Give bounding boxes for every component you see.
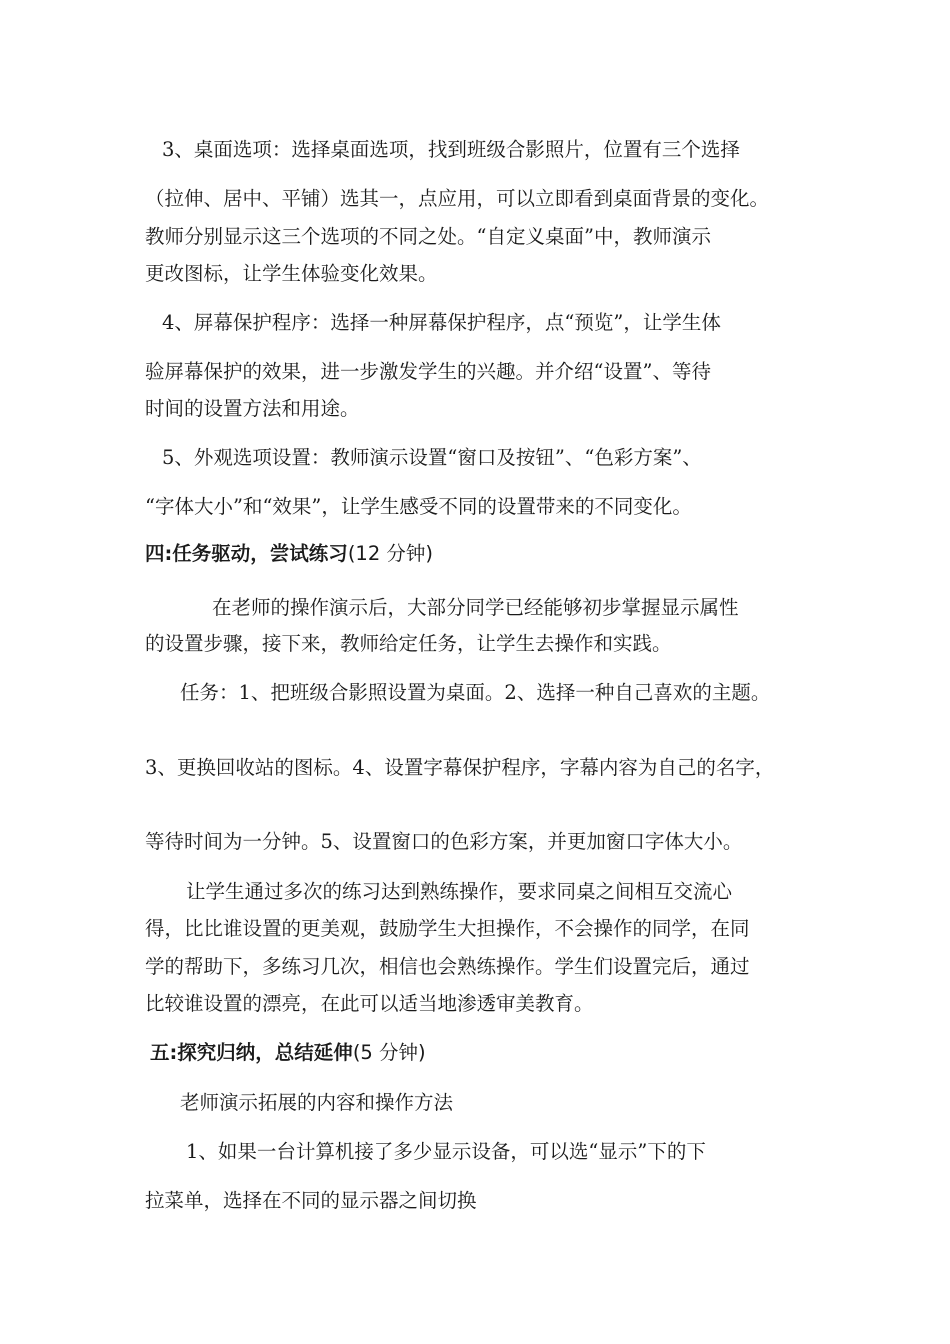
- paragraph-line: 老师演示拓展的内容和操作方法: [180, 1091, 454, 1114]
- paragraph-line: （拉伸、居中、平铺）选其一，点应用，可以立即看到桌面背景的变化。: [145, 187, 770, 210]
- paragraph-line: 的设置步骤，接下来，教师给定任务，让学生去操作和实践。: [145, 632, 672, 655]
- section-heading-duration: (12 分钟): [347, 542, 434, 565]
- paragraph-line: 5、外观选项设置：教师演示设置“窗口及按钮”、“色彩方案”、: [162, 446, 702, 469]
- paragraph-line: 教师分别显示这三个选项的不同之处。“自定义桌面”中，教师演示: [145, 225, 711, 248]
- paragraph-line: 4、屏幕保护程序：选择一种屏幕保护程序，点“预览”，让学生体: [162, 311, 721, 334]
- paragraph-line: 任务：1、把班级合影照设置为桌面。2、选择一种自己喜欢的主题。: [180, 681, 771, 704]
- section-heading-title: 五:探究归纳，总结延伸: [150, 1041, 353, 1064]
- paragraph-line: 更改图标，让学生体验变化效果。: [145, 262, 438, 285]
- paragraph-line: “字体大小”和“效果”，让学生感受不同的设置带来的不同变化。: [145, 495, 692, 518]
- paragraph-line: 验屏幕保护的效果，进一步激发学生的兴趣。并介绍“设置”、等待: [145, 360, 711, 383]
- paragraph-line: 3、更换回收站的图标。4、设置字幕保护程序，字幕内容为自己的名字，: [145, 756, 775, 779]
- paragraph-line: 等待时间为一分钟。5、设置窗口的色彩方案，并更加窗口字体大小。: [145, 830, 743, 853]
- section-heading: [145, 542, 950, 565]
- paragraph-line: 在老师的操作演示后，大部分同学已经能够初步掌握显示属性: [212, 596, 739, 619]
- paragraph-line: 让学生通过多次的练习达到熟练操作，要求同桌之间相互交流心: [186, 880, 733, 903]
- paragraph-line: 比较谁设置的漂亮，在此可以适当地渗透审美教育。: [145, 992, 594, 1015]
- section-heading: [150, 1041, 950, 1064]
- section-heading-duration: (5 分钟): [352, 1041, 426, 1064]
- section-heading-title: 四:任务驱动，尝试练习: [145, 542, 348, 565]
- paragraph-line: 3、桌面选项：选择桌面选项，找到班级合影照片，位置有三个选择: [162, 138, 740, 161]
- paragraph-line: 得，比比谁设置的更美观，鼓励学生大担操作，不会操作的同学，在同: [145, 917, 750, 940]
- paragraph-line: 1、如果一台计算机接了多少显示设备，可以选“显示”下的下: [186, 1140, 706, 1163]
- paragraph-line: 时间的设置方法和用途。: [145, 397, 360, 420]
- paragraph-line: 学的帮助下，多练习几次，相信也会熟练操作。学生们设置完后，通过: [145, 955, 750, 978]
- paragraph-line: 拉菜单，选择在不同的显示器之间切换: [145, 1189, 477, 1212]
